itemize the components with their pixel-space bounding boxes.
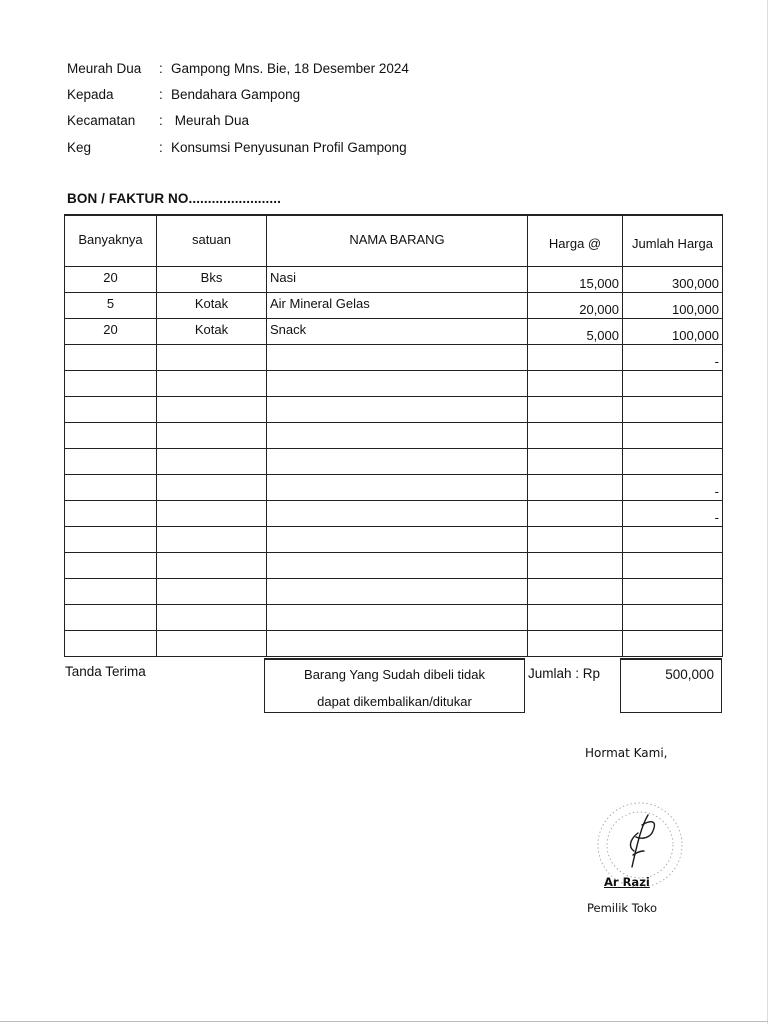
cell-harga bbox=[528, 578, 623, 604]
closing-greeting: Hormat Kami, bbox=[585, 746, 668, 760]
cell-banyaknya bbox=[65, 604, 157, 630]
cell-jumlah-harga bbox=[623, 448, 723, 474]
cell-satuan bbox=[157, 370, 267, 396]
cell-harga bbox=[528, 344, 623, 370]
cell-banyaknya: 20 bbox=[65, 318, 157, 344]
bon-faktur-title: BON / FAKTUR NO........................ bbox=[67, 191, 281, 206]
cell-satuan: Kotak bbox=[157, 318, 267, 344]
cell-jumlah-harga bbox=[623, 578, 723, 604]
table-row bbox=[65, 552, 723, 578]
cell-banyaknya: 20 bbox=[65, 266, 157, 292]
cell-nama-barang bbox=[267, 344, 528, 370]
table-row bbox=[65, 266, 723, 292]
cell-satuan bbox=[157, 526, 267, 552]
cell-nama-barang bbox=[267, 396, 528, 422]
cell-jumlah-harga bbox=[623, 630, 723, 656]
cell-banyaknya bbox=[65, 630, 157, 656]
col-header-harga: Harga @ bbox=[528, 215, 623, 266]
cell-harga bbox=[528, 500, 623, 526]
cell-satuan bbox=[157, 578, 267, 604]
cell-jumlah-harga bbox=[623, 552, 723, 578]
cell-nama-barang bbox=[267, 578, 528, 604]
cell-satuan: Kotak bbox=[157, 292, 267, 318]
cell-banyaknya bbox=[65, 344, 157, 370]
col-header-nama-barang: NAMA BARANG bbox=[267, 215, 528, 266]
cell-nama-barang bbox=[267, 526, 528, 552]
table-row bbox=[65, 396, 723, 422]
page-bottom-edge bbox=[0, 1021, 768, 1022]
cell-nama-barang bbox=[267, 448, 528, 474]
cell-nama-barang: Air Mineral Gelas bbox=[267, 292, 528, 318]
cell-banyaknya bbox=[65, 448, 157, 474]
cell-harga bbox=[528, 526, 623, 552]
cell-harga: 15,000 bbox=[528, 266, 623, 292]
cell-nama-barang bbox=[267, 630, 528, 656]
cell-harga bbox=[528, 604, 623, 630]
cell-harga bbox=[528, 422, 623, 448]
cell-nama-barang bbox=[267, 552, 528, 578]
tanda-terima-label: Tanda Terima bbox=[65, 664, 146, 679]
table-row bbox=[65, 630, 723, 656]
header-value: Bendahara Gampong bbox=[171, 87, 301, 102]
cell-banyaknya bbox=[65, 474, 157, 500]
cell-harga bbox=[528, 370, 623, 396]
cell-harga bbox=[528, 552, 623, 578]
header-value: Meurah Dua bbox=[171, 113, 250, 128]
cell-jumlah-harga: - bbox=[623, 500, 723, 526]
header-row bbox=[67, 113, 249, 128]
cell-nama-barang bbox=[267, 474, 528, 500]
cell-jumlah-harga: 300,000 bbox=[623, 266, 723, 292]
cell-banyaknya bbox=[65, 422, 157, 448]
cell-jumlah-harga bbox=[623, 604, 723, 630]
cell-satuan bbox=[157, 630, 267, 656]
cell-jumlah-harga bbox=[623, 526, 723, 552]
table-row bbox=[65, 578, 723, 604]
table-row bbox=[65, 474, 723, 500]
cell-jumlah-harga: - bbox=[623, 474, 723, 500]
table-row bbox=[65, 448, 723, 474]
note-line-1: Barang Yang Sudah dibeli tidak bbox=[304, 667, 485, 682]
table-row bbox=[65, 344, 723, 370]
cell-banyaknya bbox=[65, 370, 157, 396]
signer-role: Pemilik Toko bbox=[587, 901, 658, 915]
cell-satuan: Bks bbox=[157, 266, 267, 292]
table-row bbox=[65, 604, 723, 630]
jumlah-label: Jumlah : Rp bbox=[528, 666, 601, 681]
cell-banyaknya bbox=[65, 500, 157, 526]
jumlah-total: 500,000 bbox=[620, 658, 722, 713]
cell-banyaknya bbox=[65, 526, 157, 552]
table-row bbox=[65, 422, 723, 448]
table-row bbox=[65, 318, 723, 344]
cell-harga bbox=[528, 474, 623, 500]
table-row bbox=[65, 292, 723, 318]
cell-harga: 20,000 bbox=[528, 292, 623, 318]
header-label: Keg bbox=[67, 140, 92, 155]
cell-harga: 5,000 bbox=[528, 318, 623, 344]
header-label: Kecamatan bbox=[67, 113, 136, 128]
cell-banyaknya bbox=[65, 578, 157, 604]
signer-name: Ar Razi bbox=[604, 875, 650, 889]
table-row bbox=[65, 526, 723, 552]
cell-harga bbox=[528, 630, 623, 656]
header-colon: : bbox=[159, 113, 163, 128]
cell-jumlah-harga bbox=[623, 396, 723, 422]
header-row bbox=[67, 61, 409, 76]
cell-nama-barang bbox=[267, 370, 528, 396]
cell-banyaknya: 5 bbox=[65, 292, 157, 318]
cell-nama-barang: Snack bbox=[267, 318, 528, 344]
header-colon: : bbox=[159, 140, 163, 155]
cell-satuan bbox=[157, 396, 267, 422]
table-row bbox=[65, 500, 723, 526]
cell-satuan bbox=[157, 448, 267, 474]
header-label: Meurah Dua bbox=[67, 61, 142, 76]
table-header-row bbox=[65, 215, 723, 266]
cell-jumlah-harga bbox=[623, 370, 723, 396]
table-row bbox=[65, 370, 723, 396]
header-colon: : bbox=[159, 61, 163, 76]
header-colon: : bbox=[159, 87, 163, 102]
header-label: Kepada bbox=[67, 87, 114, 102]
cell-banyaknya bbox=[65, 396, 157, 422]
header-row bbox=[67, 140, 407, 155]
col-header-satuan: satuan bbox=[157, 215, 267, 266]
return-policy-note bbox=[264, 658, 525, 713]
header-row bbox=[67, 87, 300, 102]
header-value: Gampong Mns. Bie, 18 Desember 2024 bbox=[171, 61, 409, 76]
cell-harga bbox=[528, 396, 623, 422]
cell-jumlah-harga bbox=[623, 422, 723, 448]
cell-nama-barang bbox=[267, 500, 528, 526]
cell-harga bbox=[528, 448, 623, 474]
col-header-jumlah-harga: Jumlah Harga bbox=[623, 215, 723, 266]
cell-nama-barang: Nasi bbox=[267, 266, 528, 292]
cell-satuan bbox=[157, 344, 267, 370]
header-value: Konsumsi Penyusunan Profil Gampong bbox=[171, 140, 407, 155]
items-table bbox=[64, 214, 723, 657]
col-header-banyaknya: Banyaknya bbox=[65, 215, 157, 266]
note-line-2: dapat dikembalikan/ditukar bbox=[317, 694, 472, 709]
cell-satuan bbox=[157, 604, 267, 630]
cell-jumlah-harga: - bbox=[623, 344, 723, 370]
cell-satuan bbox=[157, 500, 267, 526]
cell-banyaknya bbox=[65, 552, 157, 578]
cell-nama-barang bbox=[267, 604, 528, 630]
cell-nama-barang bbox=[267, 422, 528, 448]
cell-satuan bbox=[157, 552, 267, 578]
cell-jumlah-harga: 100,000 bbox=[623, 292, 723, 318]
cell-jumlah-harga: 100,000 bbox=[623, 318, 723, 344]
cell-satuan bbox=[157, 474, 267, 500]
cell-satuan bbox=[157, 422, 267, 448]
